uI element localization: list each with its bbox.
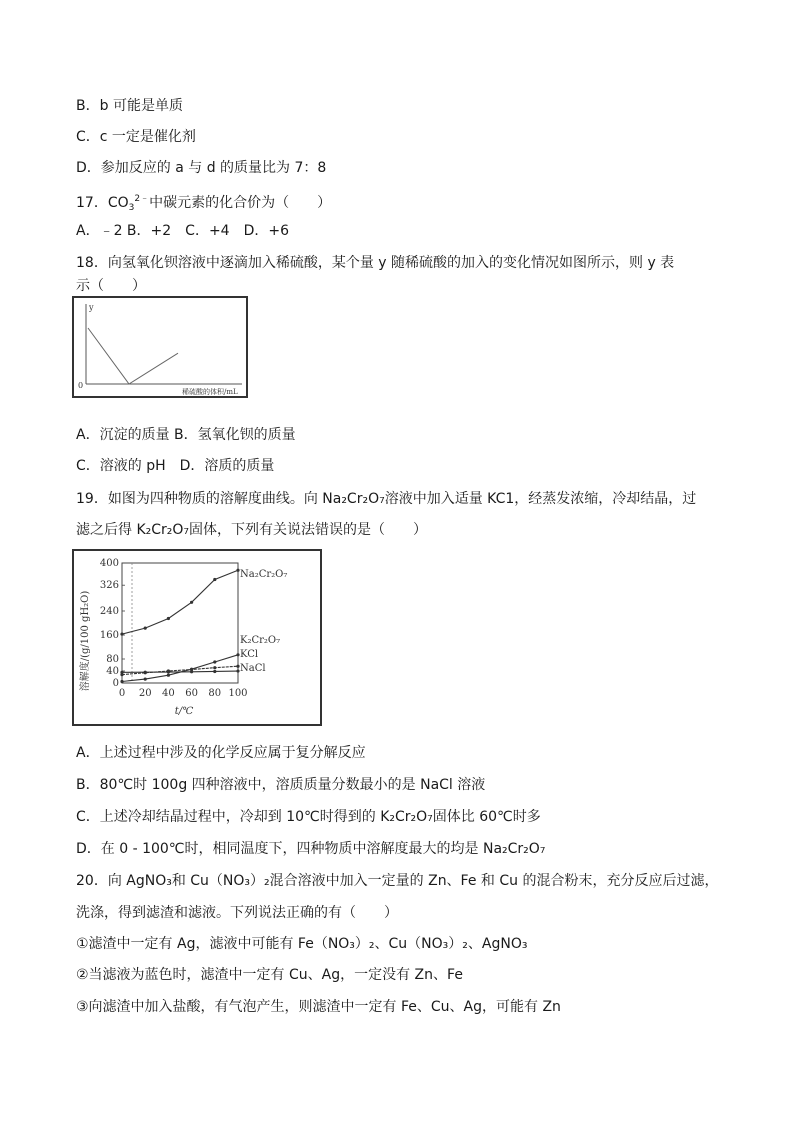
q19-y-tick: 326 bbox=[99, 580, 119, 592]
q18-options-cd: C．溶液的 pH D．溶质的质量 bbox=[76, 458, 275, 474]
q19-ylabel: 溶解度/(g/100 gH₂O) bbox=[80, 590, 91, 692]
q19-stem-line2: 滤之后得 K₂Cr₂O₇固体，下列有关说法错误的是（ ） bbox=[76, 522, 428, 538]
q20-statement-3: ③向滤渣中加入盐酸，有气泡产生，则滤渣中一定有 Fe、Cu、Ag，可能有 Zn bbox=[76, 999, 561, 1015]
q19-stem-line1: 19．如图为四种物质的溶解度曲线。向 Na₂Cr₂O₇溶液中加入适量 KC1，经蒸发浓缩，冷却结晶，过 bbox=[76, 491, 697, 507]
q19-legend-na2cr2o7: Na₂Cr₂O₇ bbox=[240, 569, 288, 580]
q19-series-line bbox=[122, 671, 238, 672]
q19-y-tick: 240 bbox=[99, 606, 119, 617]
q19-legend-nacl: NaCl bbox=[240, 663, 266, 674]
q19-data-point bbox=[236, 653, 239, 656]
q19-data-point bbox=[120, 633, 123, 636]
q19-option-c: C．上述冷却结晶过程中，冷却到 10℃时得到的 K₂Cr₂O₇固体比 60℃时多 bbox=[76, 809, 541, 825]
q19-solubility-chart bbox=[74, 551, 320, 724]
q19-y-tick: 0 bbox=[112, 678, 119, 689]
q16-option-b: B．b 可能是单质 bbox=[76, 98, 183, 114]
q19-x-tick: 80 bbox=[208, 688, 222, 699]
q19-y-tick: 40 bbox=[106, 666, 119, 677]
q18-curve bbox=[88, 328, 178, 384]
q19-series-line bbox=[122, 666, 238, 674]
q20-statement-1: ①滤渣中一定有 Ag，滤液中可能有 Fe（NO₃）₂、Cu（NO₃）₂、AgNO₃ bbox=[76, 936, 528, 952]
q19-series-line bbox=[122, 570, 238, 634]
q19-data-point bbox=[213, 670, 216, 673]
q20-statement-2: ②当滤液为蓝色时，滤渣中一定有 Cu、Ag，一定没有 Zn、Fe bbox=[76, 967, 463, 983]
q19-y-tick: 80 bbox=[106, 654, 119, 665]
q18-graph-frame bbox=[72, 296, 248, 398]
q19-data-point bbox=[236, 669, 239, 672]
q19-data-point bbox=[167, 674, 170, 677]
q19-legend-k2cr2o7: K₂Cr₂O₇ bbox=[240, 635, 281, 646]
q19-data-point bbox=[213, 578, 216, 581]
q16-option-c: C．c 一定是催化剂 bbox=[76, 129, 196, 145]
q18-stem-line1: 18．向氢氧化钡溶液中逐滴加入稀硫酸，某个量 y 随稀硫酸的加入的变化情况如图所示，则 y 表 bbox=[76, 255, 675, 271]
q19-x-tick: 20 bbox=[138, 688, 152, 699]
q19-data-point bbox=[144, 627, 147, 630]
q19-data-point bbox=[236, 665, 239, 668]
q18-xlabel: 稀硫酸的体积/mL bbox=[182, 388, 238, 396]
q18-origin: 0 bbox=[78, 381, 84, 390]
q19-x-tick: 60 bbox=[185, 688, 198, 699]
q18-ylabel: y bbox=[89, 303, 94, 312]
q18-graph bbox=[74, 298, 246, 396]
q19-data-point bbox=[213, 660, 216, 663]
q19-data-point bbox=[167, 617, 170, 620]
q20-stem-line2: 洗涤，得到滤渣和滤液。下列说法正确的有（ ） bbox=[76, 905, 398, 921]
q19-data-point bbox=[144, 671, 147, 674]
q19-data-point bbox=[167, 670, 170, 673]
q19-x-tick: 100 bbox=[228, 688, 248, 699]
q19-xlabel: t/℃ bbox=[174, 706, 194, 717]
q17-options: A．﹣2 B．+2 C．+4 D．+6 bbox=[76, 223, 290, 239]
q19-option-b: B．80℃时 100g 四种溶液中，溶质质量分数最小的是 NaCl 溶液 bbox=[76, 777, 486, 793]
q18-stem-line2: 示（ ） bbox=[76, 278, 146, 294]
q19-y-tick: 160 bbox=[99, 630, 119, 641]
q17-stem: 17．$CO_3^{2﹣}$中碳元素的化合价为（ ） bbox=[76, 194, 332, 213]
q19-data-point bbox=[190, 670, 193, 673]
q18-options-ab: A．沉淀的质量 B．氢氧化钡的质量 bbox=[76, 427, 296, 443]
q19-option-a: A．上述过程中涉及的化学反应属于复分解反应 bbox=[76, 745, 366, 761]
q20-stem-line1: 20．向 AgNO₃和 Cu（NO₃）₂混合溶液中加入一定量的 Zn、Fe 和 Cu 的混合粉末，充分反应后过滤， bbox=[76, 873, 719, 889]
q19-x-tick: 40 bbox=[162, 688, 175, 699]
q19-y-tick: 400 bbox=[99, 558, 119, 569]
q19-data-point bbox=[120, 680, 123, 683]
q19-x-tick: 0 bbox=[118, 688, 126, 699]
q19-graph-frame bbox=[72, 549, 322, 726]
q19-data-point bbox=[236, 569, 239, 572]
q19-data-point bbox=[120, 671, 123, 674]
q19-series-line bbox=[122, 655, 238, 682]
q19-data-point bbox=[190, 601, 193, 604]
q19-option-d: D．在 0 - 100℃时，相同温度下，四种物质中溶解度最大的均是 Na₂Cr₂O₇ bbox=[76, 841, 546, 857]
q16-option-d: D．参加反应的 a 与 d 的质量比为 7：8 bbox=[76, 160, 327, 176]
q19-plot-area bbox=[122, 563, 238, 683]
q19-data-point bbox=[144, 678, 147, 681]
q19-data-point bbox=[213, 666, 216, 669]
q19-legend-kcl: KCl bbox=[240, 649, 259, 660]
